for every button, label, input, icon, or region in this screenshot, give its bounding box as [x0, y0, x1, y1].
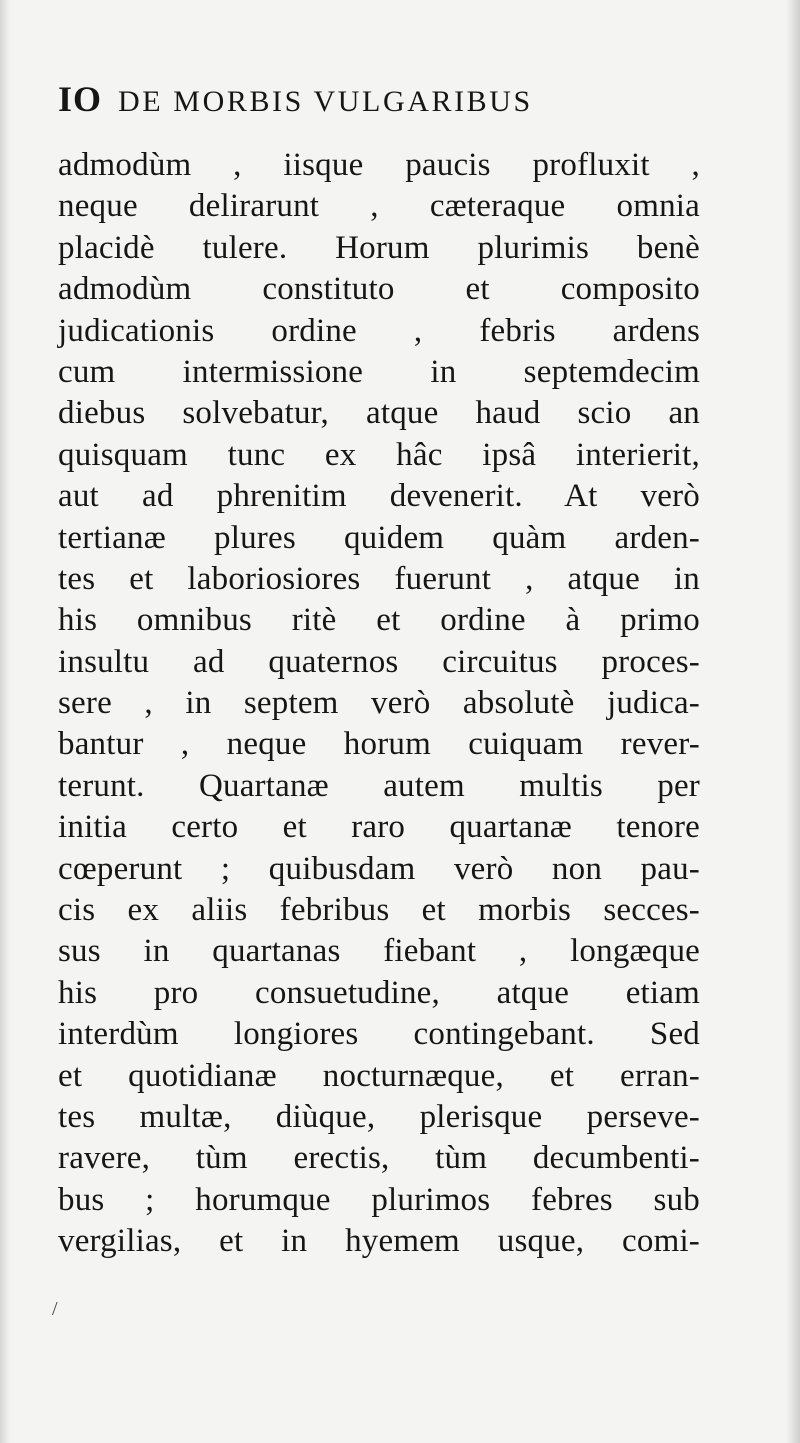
text-line: his pro consuetudine, atque etiam	[58, 974, 700, 1011]
text-line: sere , in septem verò absolutè judica-	[58, 685, 700, 722]
text-line: tes multæ, diùque, plerisque perseve-	[58, 1098, 700, 1135]
body-text	[58, 145, 700, 1263]
text-line: bantur , neque horum cuiquam rever-	[58, 726, 700, 763]
text-line: initia certo et raro quartanæ tenore	[58, 809, 700, 846]
text-line: terunt. Quartanæ autem multis per	[58, 767, 700, 804]
text-line: cœperunt ; quibusdam verò non pau-	[58, 850, 700, 887]
ink-speck: /	[52, 1298, 58, 1320]
text-line: quisquam tunc ex hâc ipsâ interierit,	[58, 436, 700, 473]
text-line: tertianæ plures quidem quàm arden-	[58, 519, 700, 556]
text-line: judicationis ordine , febris ardens	[58, 312, 700, 349]
text-line: cis ex aliis febribus et morbis secces-	[58, 892, 700, 929]
text-line: interdùm longiores contingebant. Sed	[58, 1016, 700, 1053]
text-line: vergilias, et in hyemem usque, comi-	[58, 1223, 700, 1260]
text-line: ravere, tùm erectis, tùm decumbenti-	[58, 1140, 700, 1177]
page-number: IO	[58, 79, 103, 119]
running-head	[58, 78, 698, 128]
text-line: insultu ad quaternos circuitus proces-	[58, 643, 700, 680]
page-edge-shadow	[786, 0, 800, 1443]
text-line: his omnibus ritè et ordine à primo	[58, 602, 700, 639]
text-line: et quotidianæ nocturnæque, et erran-	[58, 1057, 700, 1094]
text-line: bus ; horumque plurimos febres sub	[58, 1181, 700, 1218]
text-line: diebus solvebatur, atque haud scio an	[58, 395, 700, 432]
text-line: cum intermissione in septemdecim	[58, 353, 700, 390]
text-line: admodùm constituto et composito	[58, 271, 700, 308]
running-title: DE MORBIS VULGARIBUS	[118, 85, 533, 118]
text-line: tes et laboriosiores fuerunt , atque in	[58, 560, 700, 597]
text-line: sus in quartanas fiebant , longæque	[58, 933, 700, 970]
page-gutter-shadow	[0, 0, 10, 1443]
text-line: placidè tulere. Horum plurimis benè	[58, 229, 700, 266]
text-line: neque delirarunt , cæteraque omnia	[58, 188, 700, 225]
text-line: aut ad phrenitim devenerit. At verò	[58, 478, 700, 515]
text-line: admodùm , iisque paucis profluxit ,	[58, 147, 700, 183]
